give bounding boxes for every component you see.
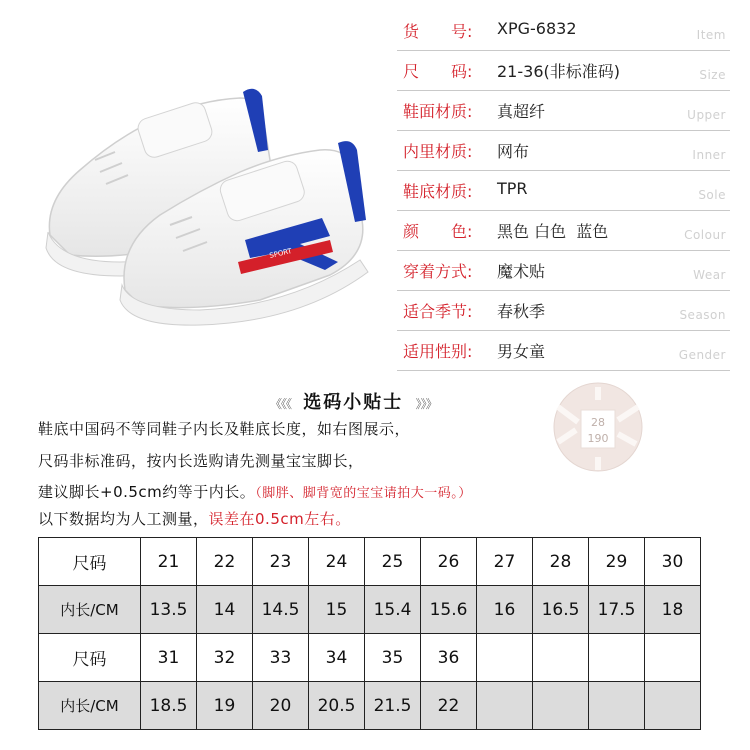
spec-en-label: Inner [692, 148, 726, 162]
size-header: 尺码 [39, 634, 141, 682]
length-cell: 14 [197, 586, 253, 634]
spec-value: 春秋季 [497, 302, 546, 321]
stamp-length: 190 [587, 432, 609, 445]
sole-stamp-image [548, 382, 648, 472]
spec-en-label: Wear [693, 268, 726, 282]
size-row [39, 538, 701, 586]
sole-icon [548, 382, 648, 472]
size-cell [645, 634, 701, 682]
spec-label: 货 号: [403, 22, 473, 41]
tip-line-4-main: 以下数据均为人工测量， [38, 510, 209, 528]
spec-label: 尺 码: [403, 62, 473, 81]
length-header: 内长/CM [39, 586, 141, 634]
length-cell: 20 [253, 682, 309, 730]
sneakers-illustration [0, 0, 390, 380]
length-header: 内长/CM [39, 682, 141, 730]
spec-en-label: Season [679, 308, 726, 322]
spec-en-label: Item [696, 28, 726, 42]
spec-label: 适用性别: [403, 342, 473, 361]
length-cell: 14.5 [253, 586, 309, 634]
spec-row-season [397, 290, 730, 331]
size-header: 尺码 [39, 538, 141, 586]
size-cell: 31 [141, 634, 197, 682]
spec-row-gender [397, 330, 730, 371]
tip-line-4-error: 误差在0.5cm左右。 [208, 510, 351, 528]
spec-en-label: Size [699, 68, 726, 82]
sport-label: SPORT [268, 247, 293, 260]
size-cell: 25 [365, 538, 421, 586]
spec-value: 男女童 [497, 342, 546, 361]
length-row [39, 682, 701, 730]
stamp-size: 28 [591, 416, 605, 429]
length-cell: 17.5 [589, 586, 645, 634]
length-cell: 16 [477, 586, 533, 634]
title-deco-left: 《《《 [270, 397, 292, 411]
spec-value: 真超纤 [497, 102, 546, 121]
size-cell: 23 [253, 538, 309, 586]
length-cell [645, 682, 701, 730]
tip-line-3-main: 建议脚长+0.5cm约等于内长。 [38, 483, 256, 501]
spec-value: 魔术贴 [497, 262, 546, 281]
title-deco-right: 》》》 [415, 397, 437, 411]
size-cell: 29 [589, 538, 645, 586]
length-cell [589, 682, 645, 730]
size-cell: 30 [645, 538, 701, 586]
spec-en-label: Sole [698, 188, 726, 202]
spec-label: 鞋面材质: [403, 102, 473, 121]
size-cell: 35 [365, 634, 421, 682]
length-cell: 21.5 [365, 682, 421, 730]
product-image [0, 0, 390, 380]
length-cell [533, 682, 589, 730]
length-cell: 22 [421, 682, 477, 730]
length-cell [477, 682, 533, 730]
size-cell: 33 [253, 634, 309, 682]
size-cell [477, 634, 533, 682]
tip-line-4 [38, 508, 351, 529]
spec-row-colour [397, 210, 730, 251]
size-cell: 21 [141, 538, 197, 586]
spec-value: TPR [497, 179, 528, 198]
spec-label: 适合季节: [403, 302, 473, 321]
size-cell: 22 [197, 538, 253, 586]
spec-row-inner [397, 130, 730, 171]
spec-value: 黑色 白色 蓝色 [497, 222, 609, 241]
tip-line-1: 鞋底中国码不等同鞋子内长及鞋底长度，如右图展示， [38, 420, 411, 438]
spec-row-upper [397, 90, 730, 131]
spec-en-label: Upper [687, 108, 726, 122]
spec-label: 鞋底材质: [403, 182, 473, 201]
spec-label: 穿着方式: [403, 262, 473, 281]
length-cell: 18.5 [141, 682, 197, 730]
length-cell: 15.4 [365, 586, 421, 634]
length-row [39, 586, 701, 634]
length-cell: 20.5 [309, 682, 365, 730]
length-cell: 15.6 [421, 586, 477, 634]
size-cell: 27 [477, 538, 533, 586]
size-cell [589, 634, 645, 682]
spec-row-sole [397, 170, 730, 211]
spec-label: 内里材质: [403, 142, 473, 161]
spec-en-label: Colour [684, 228, 726, 242]
spec-row-size [397, 50, 730, 91]
size-row [39, 634, 701, 682]
length-cell: 18 [645, 586, 701, 634]
spec-value: 网布 [497, 142, 530, 161]
size-cell: 34 [309, 634, 365, 682]
size-cell: 36 [421, 634, 477, 682]
tips-title [270, 388, 437, 414]
tip-line-2: 尺码非标准码，按内长选购请先测量宝宝脚长， [38, 452, 364, 470]
spec-en-label: Gender [678, 348, 726, 362]
spec-label: 颜 色: [403, 222, 473, 241]
tip-line-3-note: （脚胖、脚背宽的宝宝请拍大一码。） [255, 486, 472, 501]
size-cell: 26 [421, 538, 477, 586]
spec-value: XPG-6832 [497, 19, 577, 38]
spec-row-item [397, 10, 730, 51]
size-table [38, 537, 701, 730]
size-cell [533, 634, 589, 682]
size-cell: 32 [197, 634, 253, 682]
length-cell: 16.5 [533, 586, 589, 634]
tips-title-text: 选码小贴士 [303, 392, 404, 413]
length-cell: 13.5 [141, 586, 197, 634]
tip-line-3 [38, 481, 472, 502]
length-cell: 19 [197, 682, 253, 730]
spec-value: 21-36(非标准码) [497, 62, 620, 81]
length-cell: 15 [309, 586, 365, 634]
spec-row-wear [397, 250, 730, 291]
size-cell: 24 [309, 538, 365, 586]
size-cell: 28 [533, 538, 589, 586]
